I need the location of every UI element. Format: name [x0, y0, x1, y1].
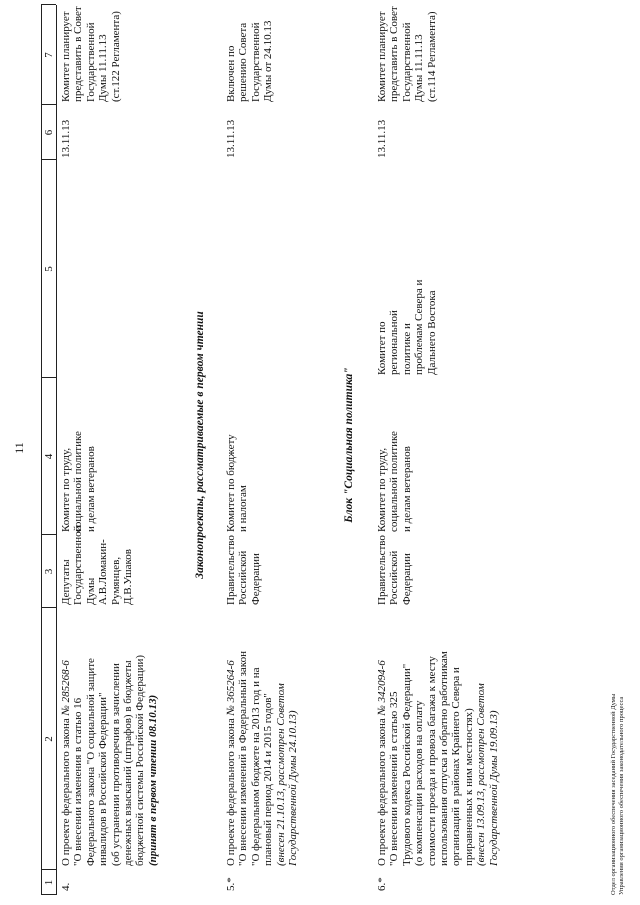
bill-author: Правительство Российской Федерации [225, 535, 262, 605]
bill-title-prefix: О проекте федерального закона [225, 715, 237, 866]
responsible-committee: Комитет по труду, социальной политике и делам ветеранов [376, 431, 413, 532]
column-header: 3 [43, 568, 55, 575]
column-header: 6 [43, 129, 55, 136]
bill-title [60, 608, 159, 866]
bill-title-body: "О внесении изменения в статью 16 Федерального закона "О социальной защите инвалидов в Российской Федерации" (об устранении противоречия в зачислении денежных взысканий (штрафов) в бюджеты бюджетной системы Российской Федерации) [72, 654, 147, 866]
plan-note: Комитет планирует представить в Совет Государственной Думы 11.11.13 (ст.122 Регламента) [60, 6, 122, 102]
section-heading: Блок "Социальная политика" [343, 367, 355, 523]
bill-title-body: "О внесении изменений в статью 325 Трудового кодекса Российской Федерации" (о компенсации расходов на оплату стоимости проезда и провоза багажа к месту использования отпуска и обратно работникам организаций в районах Крайнего Севера и приравненных к ним местностях) [388, 651, 475, 866]
header-bottom-border [56, 5, 57, 895]
bill-author: Правительство Российской Федерации [376, 535, 413, 605]
bill-author: Депутаты Государственной Думы А.В.Ломакин- Румянцев, Д.В.Ушаков [60, 525, 135, 605]
review-date: 13.11.13 [225, 119, 237, 158]
column-header: 2 [43, 736, 55, 742]
bill-title [376, 604, 500, 866]
bill-title-prefix: О проекте федерального закона [376, 715, 388, 866]
column-header: 4 [43, 453, 55, 460]
bill-note: (принят в первом чтении 08.10.13) [146, 694, 159, 866]
bill-title-prefix: О проекте федерального закона [60, 715, 72, 866]
row-number: 5.* [225, 877, 237, 891]
footer-note: Отдел организационного обеспечения заседаний Государственной Думы Управления организационного обеспечения законодательного процесса [610, 693, 625, 895]
page-number: 11 [12, 442, 26, 454]
table-top-border [41, 5, 42, 895]
bill-note: (внесен 13.09.13, рассмотрен Советом Государственной Думы 19.09.13) [475, 683, 500, 866]
co-committee: Комитет по региональной политике и проблемам Севера и Дальнего Востока [376, 279, 438, 375]
column-header: 1 [43, 879, 55, 886]
bill-title-body: "О внесении изменений в Федеральный закон "О федеральном бюджете на 2013 год и на плановый период 2014 и 2015 годов" [237, 651, 275, 866]
column-header: 5 [43, 266, 55, 272]
section-heading: Законопроекты, рассматриваемые в первом чтении [194, 311, 206, 579]
bill-number: № 365264-6 [225, 660, 237, 716]
row-number: 6.* [376, 877, 388, 891]
review-date: 13.11.13 [60, 119, 72, 158]
bill-number: № 285268-6 [60, 660, 72, 716]
responsible-committee: Комитет по бюджету и налогам [225, 434, 250, 532]
column-header: 7 [43, 52, 55, 58]
responsible-committee: Комитет по труду, социальной политике и делам ветеранов [60, 431, 97, 532]
bill-number: № 342094-6 [376, 660, 388, 716]
row-number: 4. [60, 882, 72, 891]
bill-title [225, 608, 299, 866]
plan-note: Комитет планирует представить в Совет Государственной Думы 11.11.13 (ст.114 Регламента) [376, 6, 438, 102]
review-date: 13.11.13 [376, 119, 388, 158]
bill-note: (внесен 21.10.13, рассмотрен Советом Государственной Думы 24.10.13) [274, 683, 300, 866]
plan-note: Включен по решению Совета Государственной Думы от 24.10.13 [225, 20, 275, 102]
